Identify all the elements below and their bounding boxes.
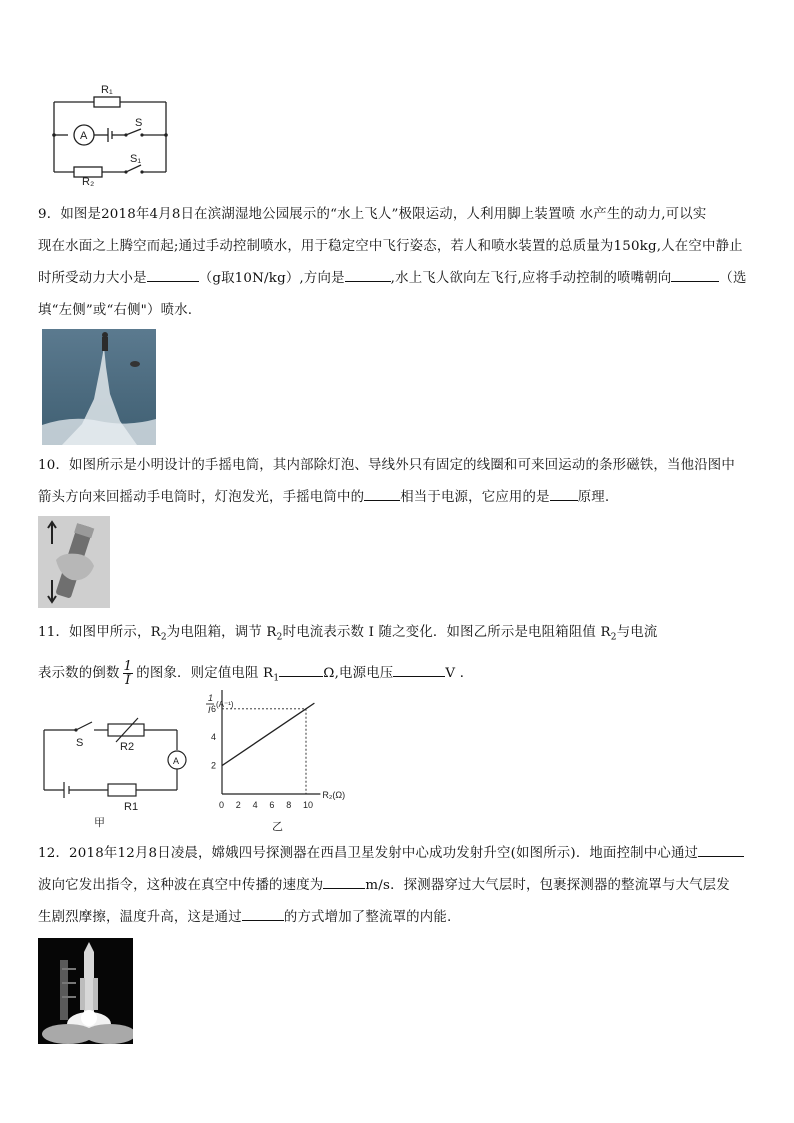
y-tick-label: 4 bbox=[211, 732, 217, 743]
x-tick-label: 8 bbox=[286, 800, 292, 810]
answer-blank[interactable] bbox=[364, 486, 400, 501]
label-s: S bbox=[135, 117, 143, 129]
q11-line-2: 表示数的倒数 $\frac{1}{I}$ 的图象．则定值电阻 $R_1$ Ω,电源电压 V ． bbox=[38, 658, 474, 688]
question-10 bbox=[38, 450, 758, 514]
y-axis-label-unit: (A⁻¹) bbox=[216, 700, 234, 709]
question-11 bbox=[38, 617, 758, 694]
answer-blank[interactable] bbox=[279, 662, 323, 677]
answer-blank[interactable] bbox=[147, 267, 199, 282]
q11-line-1: 11．如图甲所示，$R_2$为电阻箱，调节 $R_2$时电流表示数 I 随之变化．如图乙所示是电阻箱阻值 $R_2$与电流 bbox=[38, 625, 658, 643]
x-tick-label: 4 bbox=[252, 800, 258, 810]
x-tick-label: 6 bbox=[269, 800, 275, 810]
q12-line-2: 波向它发出指令，这种波在真空中传播的速度为 m/s．探测器穿过大气层时，包裹探测器的整流罩与大气层发 bbox=[38, 870, 758, 902]
q9-line-3: 时所受动力大小是 （g取10N/kg）,方向是 ,水上飞人欲向左飞行,应将手动控制的喷嘴朝向 （选 bbox=[38, 263, 758, 295]
question-12 bbox=[38, 838, 758, 934]
flashlight-photo bbox=[38, 516, 110, 608]
answer-blank[interactable] bbox=[323, 874, 365, 889]
label-r2: R2 bbox=[120, 741, 135, 753]
x-axis-label: R₂(Ω) bbox=[322, 790, 346, 800]
x-tick-label: 10 bbox=[303, 800, 314, 810]
answer-blank[interactable] bbox=[242, 906, 284, 921]
circuit-diagram-top bbox=[46, 82, 176, 186]
ammeter-label: A bbox=[173, 756, 180, 766]
q10-line-2: 箭头方向来回摇动手电筒时，灯泡发光，手摇电筒中的 相当于电源，它应用的是 原理. bbox=[38, 482, 758, 514]
y-axis-label-numerator: 1 bbox=[208, 693, 214, 703]
question-9 bbox=[38, 199, 758, 327]
answer-blank[interactable] bbox=[393, 662, 445, 677]
ammeter-label: A bbox=[80, 130, 88, 142]
label-r2: R₂ bbox=[82, 176, 95, 186]
water-jetpack-photo bbox=[42, 329, 156, 445]
answer-blank[interactable] bbox=[698, 842, 744, 857]
fraction-1-over-i: $\frac{1}{I}$ bbox=[123, 658, 133, 688]
q12-line-1: 12．2018年12月8日凌晨，嫦娥四号探测器在西昌卫星发射中心成功发射升空(如图所示)．地面控制中心通过 bbox=[38, 838, 758, 870]
circuit-diagram-jia bbox=[40, 700, 200, 830]
label-r1: R₁ bbox=[101, 84, 113, 96]
caption-jia: 甲 bbox=[94, 817, 105, 829]
q12-line-3: 生剧烈摩擦，温度升高，这是通过 的方式增加了整流罩的内能. bbox=[38, 902, 758, 934]
label-r1: R1 bbox=[124, 801, 139, 813]
caption-yi: 乙 bbox=[272, 821, 283, 833]
chart-marks bbox=[211, 703, 314, 833]
x-tick-label: 0 bbox=[219, 800, 225, 810]
q10-line-1: 10．如图所示是小明设计的手摇电筒，其内部除灯泡、导线外只有固定的线圈和可来回运动的条形磁铁，当他沿图中 bbox=[38, 458, 735, 473]
label-s1: S₁ bbox=[130, 153, 142, 165]
y-tick-label: 6 bbox=[211, 703, 217, 714]
series-line bbox=[222, 703, 314, 765]
rocket-launch-photo bbox=[38, 938, 133, 1044]
q9-line-2: 现在水面之上腾空而起;通过手动控制喷水，用于稳定空中飞行姿态，若人和喷水装置的总质量为150kg,人在空中静止 bbox=[38, 239, 743, 254]
chart-yi bbox=[200, 690, 360, 835]
q9-line-4: 填“左侧”或“右侧"）喷水. bbox=[38, 303, 193, 318]
q9-line-1: 9．如图是2018年4月8日在滨湖湿地公园展示的“水上飞人”极限运动，人利用脚上装置喷 水产生的动力,可以实 bbox=[38, 207, 707, 222]
answer-blank[interactable] bbox=[345, 267, 391, 282]
y-tick-label: 2 bbox=[211, 760, 217, 771]
label-s: S bbox=[76, 737, 84, 749]
answer-blank[interactable] bbox=[671, 267, 719, 282]
chart-axes bbox=[206, 690, 345, 800]
x-tick-label: 2 bbox=[235, 800, 241, 810]
y-axis-label-denominator: I bbox=[208, 705, 211, 715]
answer-blank[interactable] bbox=[550, 486, 578, 501]
